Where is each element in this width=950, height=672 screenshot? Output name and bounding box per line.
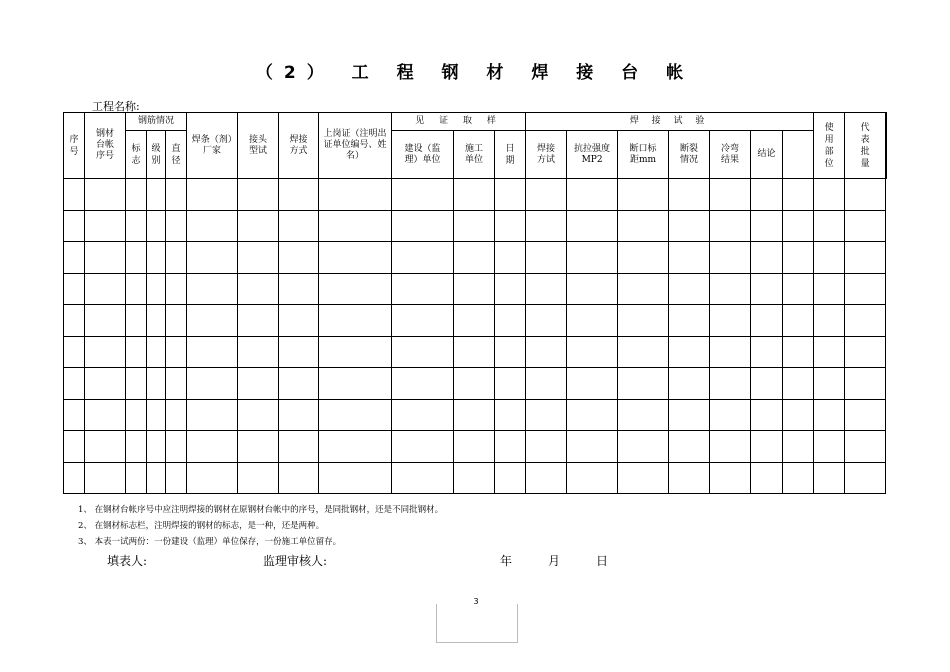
table-cell [567, 336, 618, 368]
table-cell [454, 431, 495, 463]
table-cell [669, 273, 710, 305]
notes [78, 502, 443, 550]
table-cell [751, 462, 783, 494]
table-cell [845, 210, 886, 242]
table-cell [710, 242, 751, 274]
table-row [64, 462, 887, 494]
table-cell [814, 368, 845, 400]
table-cell [454, 242, 495, 274]
table-cell [319, 336, 392, 368]
header-fracture: 断裂情况 [669, 131, 710, 179]
header-bend: 冷弯结果 [710, 131, 751, 179]
table-cell [526, 368, 567, 400]
table-cell [710, 210, 751, 242]
table-cell [669, 305, 710, 337]
table-cell [126, 336, 147, 368]
project-name-label: 工程名称: [92, 100, 140, 113]
table-cell [187, 210, 238, 242]
table-cell [669, 431, 710, 463]
table-cell [279, 179, 319, 211]
table-cell [618, 273, 669, 305]
table-cell [238, 273, 279, 305]
table-cell [783, 462, 814, 494]
table-cell [845, 242, 886, 274]
table-cell [187, 179, 238, 211]
table-cell [392, 210, 454, 242]
table-cell [526, 462, 567, 494]
table-cell [495, 368, 526, 400]
table-cell [126, 179, 147, 211]
table-cell [710, 431, 751, 463]
header-fracture-dist: 断口标距mm [618, 131, 669, 179]
table-cell [85, 179, 126, 211]
table-cell [126, 305, 147, 337]
table-cell [454, 462, 495, 494]
table-cell [392, 179, 454, 211]
table-cell [669, 336, 710, 368]
table-cell [845, 305, 886, 337]
table-cell [392, 368, 454, 400]
table-cell [187, 305, 238, 337]
header-ledger-seq: 钢材台帐序号 [85, 113, 126, 179]
table-cell [187, 462, 238, 494]
steel-welding-ledger-table [63, 112, 887, 494]
table-cell [567, 399, 618, 431]
table-cell [279, 431, 319, 463]
table-row [64, 336, 887, 368]
header-grade: 级别 [147, 131, 166, 179]
table-cell [783, 336, 814, 368]
table-cell [454, 210, 495, 242]
table-row [64, 368, 887, 400]
table-cell [392, 336, 454, 368]
filler-label: 填表人: [107, 554, 148, 568]
table-cell [814, 336, 845, 368]
table-cell [454, 399, 495, 431]
table-cell [845, 336, 886, 368]
table-cell [783, 305, 814, 337]
table-row [64, 273, 887, 305]
header-tensile: 抗拉强度MP2 [567, 131, 618, 179]
table-cell [710, 179, 751, 211]
table-cell [64, 210, 85, 242]
table-cell [85, 462, 126, 494]
header-seq: 序号 [64, 113, 85, 179]
table-cell [126, 399, 147, 431]
table-cell [319, 462, 392, 494]
table-cell [814, 179, 845, 211]
table-cell [279, 368, 319, 400]
table-cell [669, 242, 710, 274]
table-cell [618, 368, 669, 400]
table-cell [751, 368, 783, 400]
table-cell [166, 210, 187, 242]
table-cell [187, 399, 238, 431]
table-cell [392, 399, 454, 431]
table-body [64, 179, 887, 494]
table-cell [618, 305, 669, 337]
table-cell [392, 462, 454, 494]
table-cell [783, 368, 814, 400]
table-cell [751, 179, 783, 211]
header-builder: 建设（监理）单位 [392, 131, 454, 179]
table-cell [751, 210, 783, 242]
table-cell [85, 305, 126, 337]
table-cell [495, 179, 526, 211]
table-cell [751, 431, 783, 463]
table-cell [319, 179, 392, 211]
table-cell [187, 368, 238, 400]
table-cell [526, 305, 567, 337]
table-cell [64, 399, 85, 431]
table-cell [526, 336, 567, 368]
table-cell [751, 336, 783, 368]
table-cell [64, 462, 85, 494]
table-cell [126, 462, 147, 494]
table-cell [495, 273, 526, 305]
table-cell [526, 431, 567, 463]
table-cell [814, 462, 845, 494]
table-cell [64, 336, 85, 368]
table-cell [783, 242, 814, 274]
table-cell [669, 462, 710, 494]
table-cell [669, 210, 710, 242]
table-cell [238, 431, 279, 463]
table-cell [710, 273, 751, 305]
table-cell [710, 462, 751, 494]
table-cell [567, 368, 618, 400]
table-cell [495, 305, 526, 337]
table-cell [526, 399, 567, 431]
table-cell [454, 305, 495, 337]
table-cell [814, 431, 845, 463]
table-cell [783, 273, 814, 305]
header-use-part: 使用部位 [814, 113, 845, 179]
table-cell [669, 179, 710, 211]
header-witness-group: 见 证 取 样 [392, 113, 526, 131]
table-cell [147, 210, 166, 242]
table-row [64, 210, 887, 242]
header-certificate: 上岗证（注明出证单位编号、姓名） [319, 113, 392, 179]
header-mark: 标志 [126, 131, 147, 179]
table-cell [710, 399, 751, 431]
table-cell [85, 242, 126, 274]
table-cell [166, 431, 187, 463]
table-cell [567, 305, 618, 337]
table-cell [166, 368, 187, 400]
reviewer-label: 监理审核人: [263, 554, 328, 568]
table-cell [526, 242, 567, 274]
table-cell [187, 431, 238, 463]
table-cell [238, 399, 279, 431]
table-cell [166, 242, 187, 274]
table-cell [669, 368, 710, 400]
table-cell [85, 336, 126, 368]
table-cell [526, 273, 567, 305]
table-cell [783, 210, 814, 242]
header-test-group: 焊 接 试 验 [526, 113, 814, 131]
header-date: 日期 [495, 131, 526, 179]
header-remarks [886, 113, 887, 179]
header-conclusion: 结论 [751, 131, 783, 179]
table-cell [495, 242, 526, 274]
table-cell [279, 305, 319, 337]
table-cell [454, 273, 495, 305]
table-row [64, 179, 887, 211]
table-cell [618, 399, 669, 431]
table-cell [238, 210, 279, 242]
table-cell [845, 462, 886, 494]
table-row [64, 242, 887, 274]
table-cell [126, 431, 147, 463]
table-cell [567, 210, 618, 242]
table-cell [85, 273, 126, 305]
table-cell [526, 210, 567, 242]
table-cell [279, 242, 319, 274]
table-cell [279, 399, 319, 431]
table-cell [187, 336, 238, 368]
table-cell [814, 242, 845, 274]
table-cell [238, 336, 279, 368]
table-row [64, 305, 887, 337]
table-cell [166, 179, 187, 211]
table-cell [783, 431, 814, 463]
table-cell [279, 273, 319, 305]
header-rebar-group: 钢筋情况 [126, 113, 187, 131]
table-cell [238, 242, 279, 274]
table-cell [238, 368, 279, 400]
table-cell [392, 431, 454, 463]
table-cell [495, 210, 526, 242]
table-cell [187, 273, 238, 305]
table-cell [454, 368, 495, 400]
table-cell [64, 305, 85, 337]
page-number-box [436, 604, 518, 643]
table-cell [495, 336, 526, 368]
table-cell [64, 242, 85, 274]
table-cell [64, 273, 85, 305]
table-cell [618, 210, 669, 242]
table-cell [392, 305, 454, 337]
table-cell [147, 431, 166, 463]
header-diameter: 直径 [166, 131, 187, 179]
table-cell [147, 336, 166, 368]
table-cell [166, 399, 187, 431]
table-cell [147, 368, 166, 400]
table-row [64, 431, 887, 463]
table-cell [64, 179, 85, 211]
table-cell [567, 462, 618, 494]
table-cell [783, 179, 814, 211]
note-3: 3、 本表一试两份：一份建设（监理）单位保存，一份施工单位留存。 [78, 537, 342, 547]
table-cell [147, 462, 166, 494]
table-cell [392, 242, 454, 274]
year-label: 年 [500, 554, 513, 568]
table-cell [166, 305, 187, 337]
table-cell [319, 399, 392, 431]
table-cell [618, 336, 669, 368]
table-cell [147, 179, 166, 211]
table-cell [845, 399, 886, 431]
table-cell [319, 273, 392, 305]
header-batch: 代表批量 [845, 113, 886, 179]
table-cell [85, 431, 126, 463]
table-cell [710, 305, 751, 337]
table-cell [147, 273, 166, 305]
table-cell [814, 210, 845, 242]
page-title: （2） 工 程 钢 材 焊 接 台 帐 [255, 63, 695, 83]
table-cell [783, 399, 814, 431]
table-cell [495, 462, 526, 494]
table-cell [567, 273, 618, 305]
table-cell [64, 368, 85, 400]
table-cell [147, 242, 166, 274]
table-cell [454, 179, 495, 211]
header-contractor: 施工单位 [454, 131, 495, 179]
table-cell [814, 273, 845, 305]
table-cell [279, 210, 319, 242]
table-cell [85, 368, 126, 400]
table-cell [166, 462, 187, 494]
table-cell [319, 305, 392, 337]
table-cell [751, 242, 783, 274]
table-cell [319, 431, 392, 463]
table-cell [618, 242, 669, 274]
table-cell [495, 431, 526, 463]
table-cell [454, 336, 495, 368]
table-cell [147, 399, 166, 431]
table-cell [845, 368, 886, 400]
page-number: 3 [473, 597, 479, 606]
table-cell [526, 179, 567, 211]
table-cell [166, 273, 187, 305]
table-cell [814, 305, 845, 337]
table-cell [710, 368, 751, 400]
table-cell [126, 210, 147, 242]
table-cell [147, 305, 166, 337]
table-cell [710, 336, 751, 368]
table-cell [618, 179, 669, 211]
table-row [64, 399, 887, 431]
table-cell [279, 336, 319, 368]
table-cell [567, 431, 618, 463]
table-cell [845, 179, 886, 211]
table-cell [187, 242, 238, 274]
table-cell [567, 179, 618, 211]
table-cell [166, 336, 187, 368]
header-test-method: 焊接方试 [526, 131, 567, 179]
table-cell [845, 273, 886, 305]
table-cell [238, 462, 279, 494]
table-cell [85, 399, 126, 431]
table-cell [751, 273, 783, 305]
table-cell [495, 399, 526, 431]
table-cell [126, 368, 147, 400]
table-cell [238, 179, 279, 211]
table-cell [392, 273, 454, 305]
table-cell [751, 305, 783, 337]
table-cell [238, 305, 279, 337]
table-cell [126, 273, 147, 305]
table-cell [567, 242, 618, 274]
note-1: 1、 在钢材台帐序号中应注明焊接的钢材在原钢材台帐中的序号，是同批钢材，还是不同批钢材。 [78, 505, 444, 515]
header-weld-method: 焊接方式 [279, 113, 319, 179]
table-cell [64, 431, 85, 463]
header-joint-type: 接头型试 [238, 113, 279, 179]
table-cell [845, 431, 886, 463]
table-cell [279, 462, 319, 494]
table-cell [319, 368, 392, 400]
table-cell [669, 399, 710, 431]
table-cell [319, 210, 392, 242]
header-electrode-mfr: 焊条（剂）厂家 [187, 113, 238, 179]
table-cell [126, 242, 147, 274]
month-label: 月 [548, 554, 561, 568]
day-label: 日 [596, 554, 609, 568]
table-cell [319, 242, 392, 274]
table-cell [814, 399, 845, 431]
table-cell [85, 210, 126, 242]
table-cell [618, 462, 669, 494]
note-2: 2、 在钢材标志栏，注明焊接的钢材的标志，是一种，还是两种。 [78, 521, 325, 531]
table-cell [751, 399, 783, 431]
table-cell [618, 431, 669, 463]
